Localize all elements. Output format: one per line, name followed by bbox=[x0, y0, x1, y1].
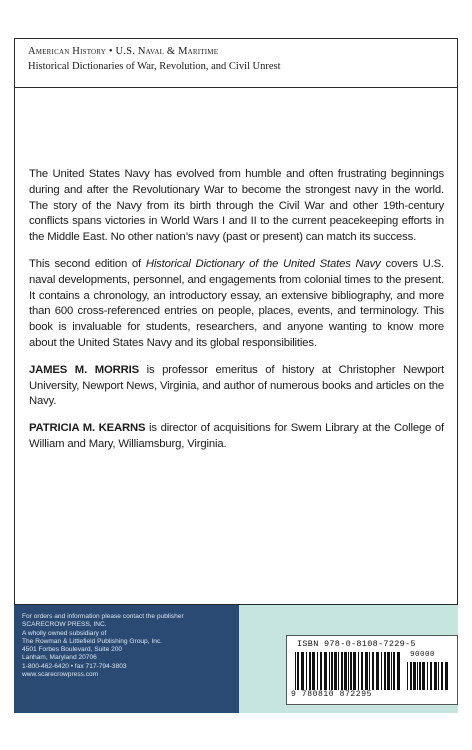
barcode-bar bbox=[422, 662, 425, 690]
p2-rest: covers U.S. naval developments, personnel, and engagements from colonial times to the present. It contains a chronology, an introductory essay, an extensive bibliography, and more than 600 cross-referenced entries on people, places, events, and terminology. This book is invaluable for students, researchers, and anyone wanting to know more about the United States Navy and its global responsibilities. bbox=[29, 257, 444, 349]
isbn-barcode bbox=[286, 635, 458, 705]
barcode-bar bbox=[413, 662, 416, 690]
barcode-bar bbox=[434, 662, 437, 690]
publisher-line: 4501 Forbes Boulevard, Suite 200 bbox=[22, 646, 123, 654]
barcode-bar bbox=[376, 652, 379, 690]
barcode-bar bbox=[348, 652, 349, 690]
barcode-bar bbox=[344, 652, 347, 690]
barcode-bar bbox=[361, 652, 363, 690]
publisher-line: For orders and information please contact the publisher bbox=[22, 613, 184, 620]
description-paragraph-1: The United States Navy has evolved from humble and often frustrating beginnings during and after the Revolutionary War to become the strongest navy in the world. The story of the Navy from its birth through the Civil War and other 19th-century conflicts spans victories in World Wars I and II to the current peacekeeping efforts in the Middle East. No other nation’s navy (past or present) can match its success. bbox=[29, 168, 444, 244]
barcode-bar bbox=[353, 652, 356, 690]
header-divider bbox=[14, 87, 458, 88]
barcode-bar bbox=[338, 652, 339, 690]
subject-categories: American History • U.S. Naval & Maritime bbox=[28, 46, 219, 57]
ean-number: 9 780810 872295 bbox=[291, 690, 373, 699]
author-bio-morris bbox=[29, 363, 444, 410]
barcode-bar bbox=[320, 652, 322, 690]
description-paragraph-2 bbox=[29, 257, 444, 352]
p2-lead: This second edition of bbox=[29, 257, 146, 270]
barcode-panel bbox=[239, 605, 458, 713]
publisher-line: A wholly owned subsidiary of bbox=[22, 629, 107, 637]
barcode-bar bbox=[350, 652, 352, 690]
series-title: Historical Dictionaries of War, Revolution, and Civil Unrest bbox=[28, 61, 281, 72]
barcode-bar bbox=[397, 652, 400, 690]
series-header bbox=[28, 44, 448, 74]
publisher-info-panel bbox=[14, 605, 239, 713]
book-title: Historical Dictionary of the United States Navy bbox=[145, 257, 381, 270]
back-cover-copy bbox=[29, 167, 444, 464]
barcode-bar bbox=[391, 652, 392, 690]
barcode-bar bbox=[306, 652, 307, 690]
barcode-bar bbox=[445, 662, 448, 690]
barcode-bar bbox=[295, 652, 296, 690]
publisher-line: www.scarecrowpress.com bbox=[22, 671, 99, 679]
author-name-morris: JAMES M. MORRIS bbox=[29, 363, 139, 376]
barcode-bar bbox=[387, 652, 390, 690]
barcode-bar bbox=[381, 652, 382, 690]
barcode-bar bbox=[430, 662, 432, 690]
author-name-kearns: PATRICIA M. KEARNS bbox=[29, 422, 146, 435]
author-bio-text-kearns: is director of acquisitions for Swem Library at the College of William and Mary, Williamsburg, Virginia. bbox=[29, 422, 444, 450]
publisher-line: SCARECROW PRESS, INC. bbox=[22, 621, 107, 629]
barcode-bar bbox=[384, 652, 386, 690]
barcode-bar bbox=[301, 652, 304, 690]
barcode-bar bbox=[312, 652, 315, 690]
author-bio-text-morris: is professor emeritus of history at Christopher Newport University, Newport News, Virginia, and author of numerous books and articles on the Navy. bbox=[29, 363, 444, 408]
barcode-bar bbox=[334, 652, 337, 690]
addon-number: 90000 bbox=[410, 651, 436, 659]
barcode-bar bbox=[407, 662, 408, 690]
barcode-bar bbox=[365, 652, 368, 690]
barcode-bar bbox=[329, 652, 330, 690]
barcode-bar bbox=[393, 652, 395, 690]
barcode-bar bbox=[419, 662, 421, 690]
barcode-bar bbox=[410, 662, 412, 690]
publisher-line: 1-800-462-6420 • fax 717-794-3803 bbox=[22, 662, 127, 670]
author-bio-kearns bbox=[29, 421, 444, 453]
publisher-line: Lanham, Maryland 20706 bbox=[22, 654, 97, 662]
ean-barcode-bars bbox=[295, 652, 403, 692]
barcode-bar bbox=[369, 652, 370, 690]
isbn-text: ISBN 978-0-8108-7229-5 bbox=[297, 639, 416, 649]
barcode-bar bbox=[317, 652, 318, 690]
barcode-bar bbox=[427, 662, 428, 690]
barcode-bar bbox=[417, 662, 418, 690]
barcode-bar bbox=[341, 652, 343, 690]
barcode-bar bbox=[324, 652, 327, 690]
addon-barcode-bars bbox=[407, 662, 451, 692]
barcode-bar bbox=[358, 652, 359, 690]
publisher-line: The Rowman & Littlefield Publishing Group, Inc. bbox=[22, 637, 163, 645]
barcode-bar bbox=[438, 662, 439, 690]
barcode-bar bbox=[309, 652, 311, 690]
barcode-bar bbox=[441, 662, 443, 690]
barcode-bar bbox=[372, 652, 374, 690]
barcode-bar bbox=[297, 652, 299, 690]
barcode-bar bbox=[331, 652, 333, 690]
